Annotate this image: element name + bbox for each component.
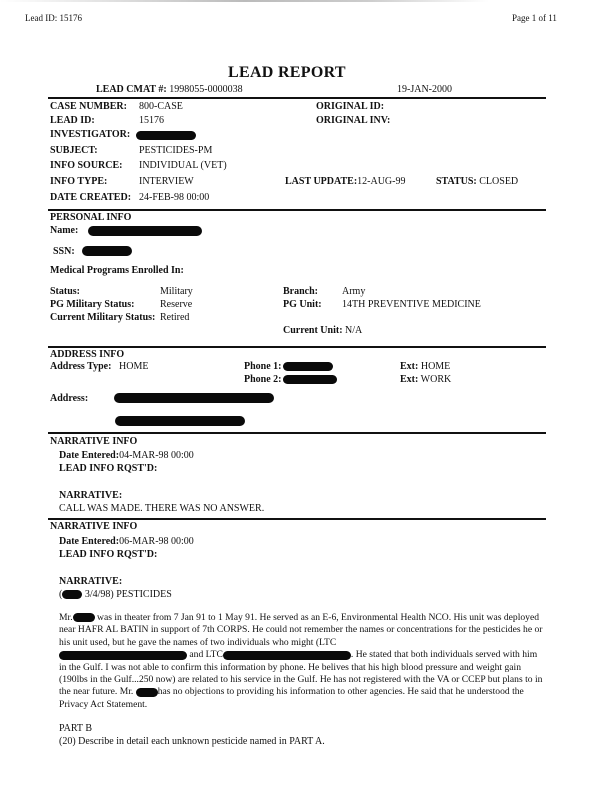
info-type-value: INTERVIEW: [139, 176, 194, 187]
redacted-surname: [73, 613, 95, 622]
current-military-status-value: Retired: [160, 312, 190, 323]
address-type-label: Address Type:: [50, 361, 112, 372]
narrative-first-line: [59, 589, 172, 600]
address-type-value: HOME: [119, 361, 149, 372]
narrative-date-entered: [59, 450, 194, 461]
scan-artifact-line: [0, 0, 611, 2]
lead-id-value: 15176: [139, 115, 164, 126]
paren: (: [59, 589, 63, 600]
redacted-address-line2: [115, 416, 245, 426]
info-source-label: INFO SOURCE:: [50, 160, 123, 171]
name-label: Name:: [50, 225, 79, 236]
cmat-row: [96, 84, 243, 95]
report-date: 19-JAN-2000: [397, 84, 452, 95]
original-inv-label: ORIGINAL INV:: [316, 115, 391, 126]
status-mil-label: Status:: [50, 286, 81, 297]
pg-unit-value: 14TH PREVENTIVE MEDICINE: [342, 299, 481, 310]
original-id-label: ORIGINAL ID:: [316, 101, 385, 112]
last-update: [285, 176, 405, 187]
redacted-officer2: [223, 651, 351, 660]
page-number: Page 1 of 11: [512, 13, 557, 23]
divider: [48, 432, 546, 434]
phone1-label: Phone 1:: [244, 361, 282, 372]
lead-info-rqst-label: LEAD INFO RQST'D:: [59, 549, 158, 560]
ext1-label: Ext:: [400, 361, 419, 372]
current-military-status-label: Current Military Status:: [50, 312, 156, 323]
ext1: [400, 361, 450, 372]
ext2-value: WORK: [420, 374, 452, 385]
date-entered-label: Date Entered:: [59, 450, 120, 461]
narrative-date-entered: [59, 536, 194, 547]
redacted-address-line1: [114, 393, 274, 403]
ssn-label: SSN:: [53, 246, 75, 257]
pg-military-status-label: PG Military Status:: [50, 299, 135, 310]
ext1-value: HOME: [420, 361, 451, 372]
medical-programs-label: Medical Programs Enrolled In:: [50, 265, 184, 276]
header-lead-id: Lead ID: 15176: [25, 13, 82, 23]
address-info-heading: ADDRESS INFO: [50, 349, 125, 360]
narrative-info-heading: NARRATIVE INFO: [50, 521, 138, 532]
cmat-value: 1998055-0000038: [169, 84, 243, 95]
status-value: CLOSED: [479, 176, 519, 187]
last-update-value: 12-AUG-99: [357, 176, 406, 187]
phone2-label: Phone 2:: [244, 374, 282, 385]
date-entered-value: 04-MAR-98 00:00: [119, 450, 194, 461]
case-number-value: 800-CASE: [139, 101, 183, 112]
narrative-date-subject: 3/4/98) PESTICIDES: [82, 589, 172, 600]
page-title: LEAD REPORT: [228, 64, 346, 81]
divider: [48, 97, 546, 99]
pg-military-status-value: Reserve: [160, 299, 193, 310]
redacted-phone2: [283, 375, 337, 384]
redacted-initials: [62, 590, 82, 599]
date-created-value: 24-FEB-98 00:00: [139, 192, 210, 203]
redacted-phone1: [283, 362, 333, 371]
narrative-text: CALL WAS MADE. THERE WAS NO ANSWER.: [59, 503, 265, 514]
branch-value: Army: [342, 286, 366, 297]
date-entered-value: 06-MAR-98 00:00: [119, 536, 194, 547]
date-created-label: DATE CREATED:: [50, 192, 132, 203]
divider: [48, 346, 546, 348]
investigator-label: INVESTIGATOR:: [50, 129, 131, 140]
info-type-label: INFO TYPE:: [50, 176, 108, 187]
lead-id-label: LEAD ID:: [50, 115, 95, 126]
case-number-label: CASE NUMBER:: [50, 101, 127, 112]
divider: [48, 209, 546, 211]
narrative-label: NARRATIVE:: [59, 490, 123, 501]
narrative-label: NARRATIVE:: [59, 576, 123, 587]
narrative-info-heading: NARRATIVE INFO: [50, 436, 138, 447]
and-ltc-text: and LTC: [189, 649, 223, 661]
cmat-label: LEAD CMAT #:: [96, 84, 167, 95]
redacted-name: [88, 226, 202, 236]
status-mil-value: Military: [160, 286, 193, 297]
mr-text: Mr.: [59, 612, 73, 623]
paragraph-part-c: has no objections to providing his information to other agencies. He said that he understood the Privacy Act Statement.: [59, 686, 524, 710]
current-unit: [283, 325, 362, 336]
current-unit-label: Current Unit:: [283, 325, 343, 336]
part-b-heading: PART B: [59, 723, 93, 734]
divider: [48, 518, 546, 520]
status: [436, 176, 518, 187]
ext2-label: Ext:: [400, 374, 419, 385]
subject-label: SUBJECT:: [50, 145, 98, 156]
redacted-ssn: [82, 246, 132, 256]
ext2: [400, 374, 451, 385]
part-b-item: (20) Describe in detail each unknown pesticide named in PART A.: [59, 736, 325, 747]
last-update-label: LAST UPDATE:: [285, 176, 358, 187]
personal-info-heading: PERSONAL INFO: [50, 212, 132, 223]
paragraph-part-b: . He stated that both individuals served with him in the Gulf. I was not able to confirm this information by phone. He belives that his high blood pressure and weight gain (190lbs in the Gulf...250 now) are related to his service in the Gulf. He has not registered with the VA or CCEP but plans to in the near future. Mr.: [59, 649, 543, 698]
redacted-surname: [136, 688, 158, 697]
redacted-officer1: [59, 651, 187, 660]
lead-info-rqst-label: LEAD INFO RQST'D:: [59, 463, 158, 474]
date-entered-label: Date Entered:: [59, 536, 120, 547]
subject-value: PESTICIDES-PM: [139, 145, 213, 156]
pg-unit-label: PG Unit:: [283, 299, 322, 310]
info-source-value: INDIVIDUAL (VET): [139, 160, 227, 171]
paragraph-part-a: was in theater from 7 Jan 91 to 1 May 91. He served as an E-6, Environmental Health NCO. His unit was deployed near HAFR AL BATIN in support of 7th CORPS. He could not remember the names or concentrations for the pesticides he or his unit used, but he gave the names of two individuals who might (LTC: [59, 612, 543, 648]
redacted-investigator: [136, 131, 196, 140]
status-label: STATUS:: [436, 176, 477, 187]
branch-label: Branch:: [283, 286, 318, 297]
address-label: Address:: [50, 393, 89, 404]
current-unit-value: N/A: [345, 325, 363, 336]
narrative-paragraph: [59, 612, 545, 711]
